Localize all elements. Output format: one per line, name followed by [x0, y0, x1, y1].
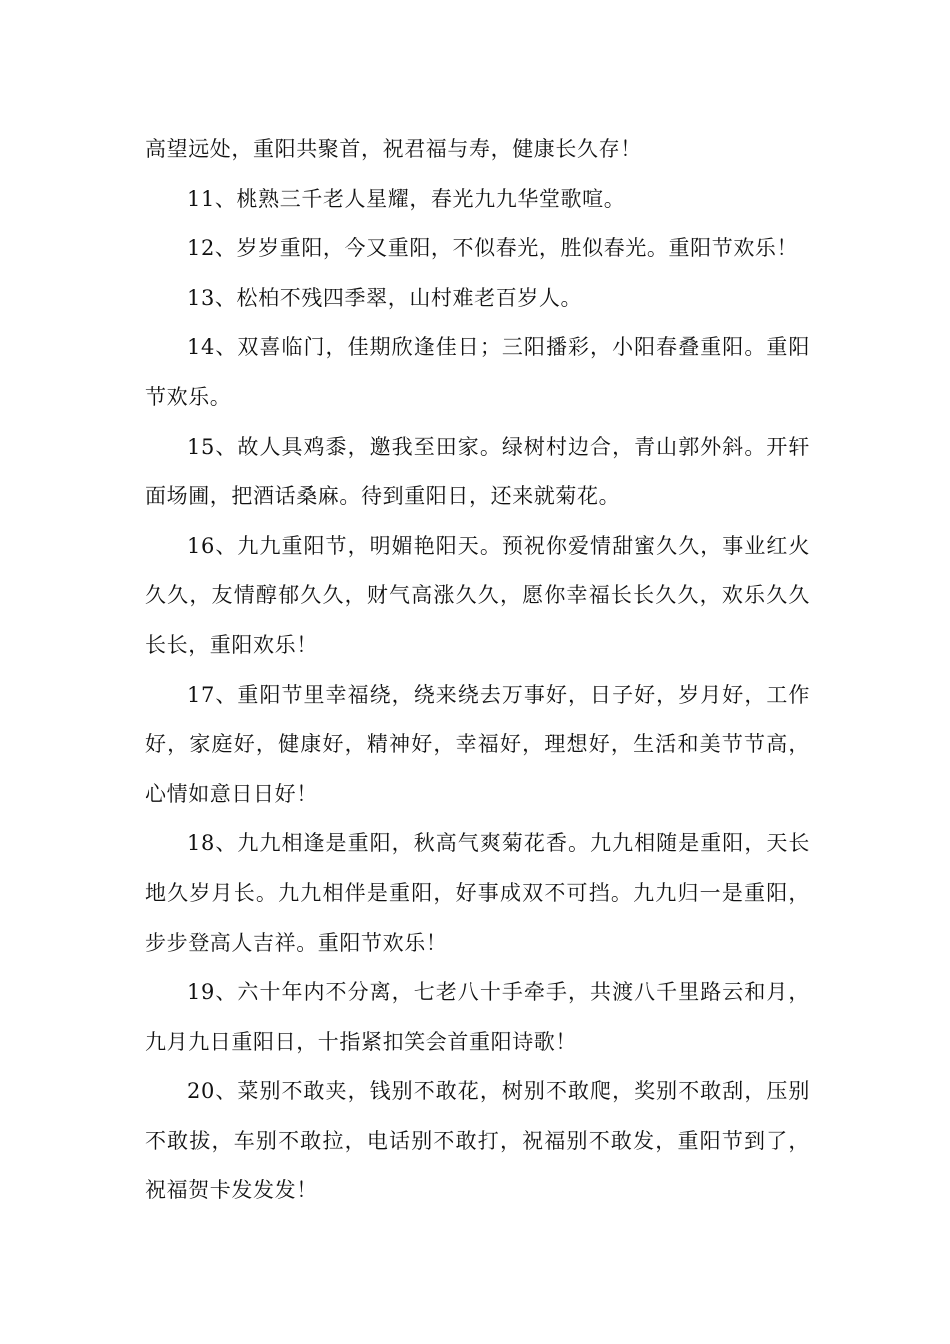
paragraph-item-12: 12、岁岁重阳，今又重阳，不似春光，胜似春光。重阳节欢乐！ — [187, 236, 799, 261]
paragraph-item-19: 19、六十年内不分离，七老八十手牵手，共渡八千里路云和月，九月九日重阳日，十指紧扣笑会首重阳诗歌！ — [145, 980, 810, 1054]
paragraph-item-11: 11、桃熟三千老人星耀，春光九九华堂歌喧。 — [187, 186, 626, 211]
paragraph-item-20: 20、菜别不敢夹，钱别不敢花，树别不敢爬，奖别不敢刮，压别不敢拔，车别不敢拉，电话别不敢打，祝福别不敢发，重阳节到了，祝福贺卡发发发！ — [145, 1079, 810, 1203]
paragraph-item-15: 15、故人具鸡黍，邀我至田家。绿树村边合，青山郭外斜。开轩面场圃，把酒话桑麻。待到重阳日，还来就菊花。 — [145, 434, 810, 509]
paragraph-item-16: 16、九九重阳节，明媚艳阳天。预祝你爱情甜蜜久久，事业红火久久，友情醇郁久久，财气高涨久久，愿你幸福长长久久，欢乐久久长长，重阳欢乐！ — [145, 533, 810, 657]
document-body — [145, 125, 810, 1216]
paragraph-item-18: 18、九九相逢是重阳，秋高气爽菊花香。九九相随是重阳，天长地久岁月长。九九相伴是重阳，好事成双不可挡。九九归一是重阳，步步登高人吉祥。重阳节欢乐！ — [145, 831, 810, 955]
paragraph-item-14: 14、双喜临门，佳期欣逢佳日；三阳播彩，小阳春叠重阳。重阳节欢乐。 — [145, 335, 810, 409]
paragraph-item-17: 17、重阳节里幸福绕，绕来绕去万事好，日子好，岁月好，工作好，家庭好，健康好，精神好，幸福好，理想好，生活和美节节高，心情如意日日好！ — [145, 682, 810, 806]
paragraph-continuation: 高望远处，重阳共聚首，祝君福与寿，健康长久存！ — [145, 137, 642, 161]
paragraph-item-13: 13、松柏不残四季翠，山村难老百岁人。 — [187, 285, 583, 310]
